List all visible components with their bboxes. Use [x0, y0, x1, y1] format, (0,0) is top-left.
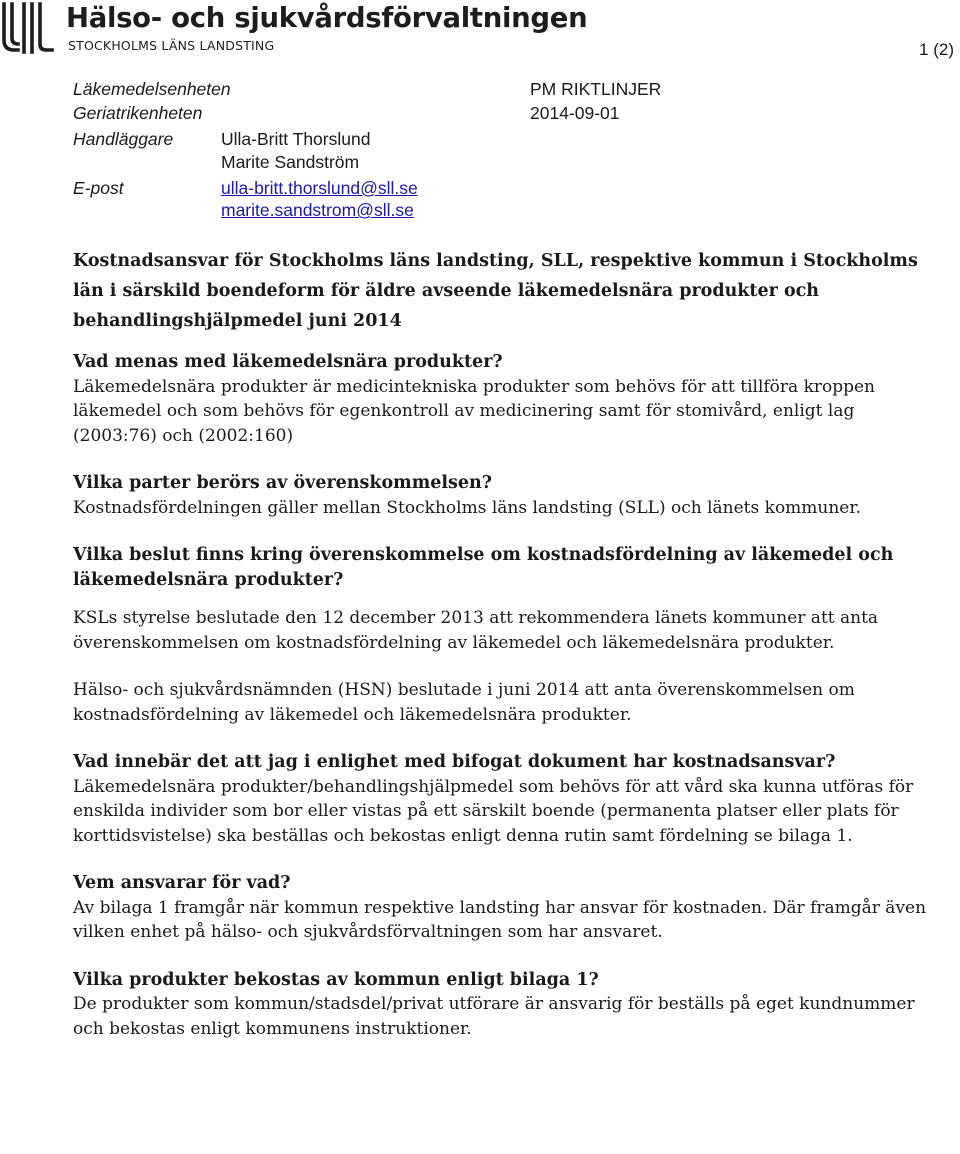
email-link-2[interactable]: marite.sandstrom@sll.se	[221, 200, 414, 220]
section-6	[73, 968, 943, 1042]
section-2	[73, 471, 943, 520]
section-paragraph: Läkemedelsnära produkter/behandlingshjälpmedel som behövs för att vård ska kunna utföras för enskilda individer som bor eller vistas på ett särskilt boende (permanenta platser eller plats för korttidsvistelse) ska beställas och bekostas enligt denna rutin samt fördelning se bilaga 1.	[73, 776, 914, 846]
sll-logo-mark-icon	[0, 0, 62, 56]
document-type: PM RIKTLINJER	[530, 79, 662, 99]
section-heading: Vad menas med läkemedelsnära produkter?	[73, 352, 503, 372]
section-heading: Vilka produkter bekostas av kommun enligt bilaga 1?	[73, 969, 599, 990]
section-4	[73, 750, 943, 848]
document-body	[73, 246, 943, 1064]
section-paragraph: KSLs styrelse beslutade den 12 december 2013 att rekommendera länets kommuner att anta överenskommelsen om kostnadsfördelning av läkemedel och läkemedelsnära produkter.	[73, 608, 879, 653]
section-heading: Vad innebär det att jag i enlighet med bifogat dokument har kostnadsansvar?	[73, 752, 836, 772]
section-paragraph: Läkemedelsnära produkter är medicintekniska produkter som behövs för att tillföra kroppen läkemedel och som behövs för egenkontroll av medicinering samt för stomivård, enligt lag (2003:76) och (2002:160)	[73, 376, 876, 446]
section-heading: Vem ansvarar för vad?	[73, 873, 291, 893]
section-paragraph: Av bilaga 1 framgår när kommun respektive landsting har ansvar för kostnaden. Där framgår även vilken enhet på hälso- och sjukvårdsförvaltningen som har ansvaret.	[73, 897, 927, 942]
handlaggare-label: Handläggare	[73, 129, 174, 149]
section-heading: Vilka beslut finns kring överenskommelse om kostnadsfördelning av läkemedel och läkemedelsnära produkter?	[73, 545, 894, 590]
handlaggare-name-1: Ulla-Britt Thorslund	[221, 129, 371, 149]
handlaggare-name-2: Marite Sandström	[221, 152, 360, 172]
logo	[0, 0, 588, 62]
section-paragraph: De produkter som kommun/stadsdel/privat utförare är ansvarig för beställs på eget kundnummer och bekostas enligt kommunens instruktioner.	[73, 994, 915, 1039]
section-1	[73, 350, 943, 448]
page-number: 1 (2)	[919, 40, 954, 59]
section-paragraph: Hälso- och sjukvårdsnämnden (HSN) beslutade i juni 2014 att anta överenskommelsen om kostnadsfördelning av läkemedel och läkemedelsnära produkter.	[73, 680, 855, 725]
epost-label: E-post	[73, 178, 124, 198]
document-date: 2014-09-01	[530, 103, 620, 123]
section-5	[73, 871, 943, 945]
department-1: Läkemedelsenheten	[73, 79, 231, 99]
logo-subtitle: STOCKHOLMS LÄNS LANDSTING	[68, 38, 275, 53]
email-link-1[interactable]: ulla-britt.thorslund@sll.se	[221, 178, 418, 198]
section-3	[73, 543, 943, 727]
department-2: Geriatrikenheten	[73, 103, 203, 123]
document-title: Kostnadsansvar för Stockholms läns landsting, SLL, respektive kommun i Stockholms län i särskild boendeform för äldre avseende läkemedelsnära produkter och behandlingshjälpmedel juni 2014	[73, 251, 918, 331]
section-paragraph: Kostnadsfördelningen gäller mellan Stockholms läns landsting (SLL) och länets kommuner.	[73, 497, 862, 518]
section-heading: Vilka parter berörs av överenskommelsen?	[73, 473, 492, 493]
logo-title: Hälso- och sjukvårdsförvaltningen	[66, 2, 588, 34]
